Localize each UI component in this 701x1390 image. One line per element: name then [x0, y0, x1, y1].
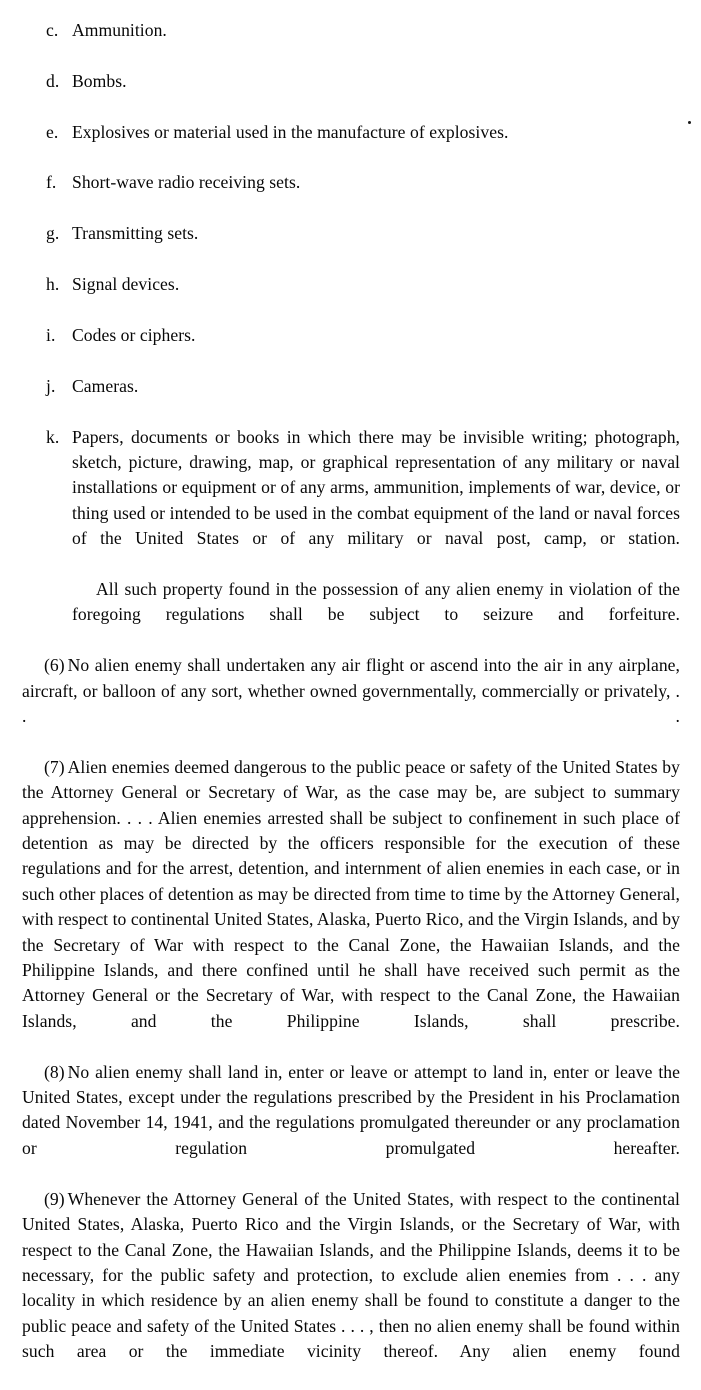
list-item-marker: g.: [46, 223, 60, 244]
list-item: [22, 323, 680, 374]
list-item-marker: h.: [46, 274, 60, 295]
list-item-marker: i.: [46, 324, 56, 345]
list-item-text: Bombs.: [72, 70, 127, 91]
paragraph-text: No alien enemy shall land in, enter or leave or attempt to land in, enter or leave the United States, except under the regulations prescribed by the President in his Proclamation dated November 14, 1941, and the regulations promulgated thereunder or any proclamation or regulation promulgated hereafter.: [22, 1061, 680, 1158]
paragraph-text: Whenever the Attorney General of the United States, with respect to the continental United States, Alaska, Puerto Rico and the Virgin Islands, or the Secretary of War, with respect to the Canal Zone, the Hawaiian Islands, and the Philippine Islands, deems it to be necessary, for the public safety and protection, to exclude alien enemies from . . . any locality in which residence by an alien enemy shall be found to constitute a danger to the public peace and safety of the United States . . . , then no alien enemy shall be found within such area or the immediate vicinity thereof. Any alien enemy found: [22, 1188, 680, 1362]
list-item-text: Explosives or material used in the manufacture of explosives.: [72, 121, 509, 142]
list-item: [22, 170, 680, 221]
list-item: [22, 69, 680, 120]
list-item-marker: d.: [46, 70, 60, 91]
list-item-text: Short-wave radio receiving sets.: [72, 172, 301, 193]
scan-artifact-speck: [688, 121, 691, 124]
paragraph-number: (9): [44, 1188, 65, 1209]
paragraph-text: No alien enemy shall undertaken any air flight or ascend into the air in any airplane, aircraft, or balloon of any sort, whether owned governmentally, commercially or privately, . . .: [22, 655, 680, 726]
list-item-text: Signal devices.: [72, 274, 180, 295]
list-item-marker: f.: [46, 172, 57, 193]
list-item-text: Papers, documents or books in which there may be invisible writing; photograph, sketch, picture, drawing, map, or graphical representation of any military or naval installations or equipment or of any arms, ammunition, implements of war, device, or thing used or intended to be used in the combat equipment of the land or naval forces of the United States or of any military or naval post, camp, or station.: [72, 426, 680, 549]
list-item: [22, 272, 680, 323]
list-item-text: Cameras.: [72, 375, 139, 396]
list-item-marker: k.: [46, 426, 60, 447]
list-item: [22, 221, 680, 272]
paragraph-7: [22, 755, 680, 1060]
list-item: [22, 18, 680, 69]
paragraph-8: [22, 1060, 680, 1187]
paragraph-6: [22, 653, 680, 755]
list-item-text: Transmitting sets.: [72, 223, 199, 244]
list-item: [22, 374, 680, 425]
lettered-sub-list: [22, 18, 680, 577]
list-item-marker: j.: [46, 375, 56, 396]
list-item: [22, 425, 680, 577]
list-item-text: Codes or ciphers.: [72, 324, 196, 345]
list-item: [22, 120, 680, 171]
paragraph-number: (6): [44, 655, 65, 676]
paragraph-number: (7): [44, 756, 65, 777]
seizure-forfeiture-note: All such property found in the possession of any alien enemy in violation of the foregoing regulations shall be subject to seizure and forfeiture.: [72, 578, 680, 625]
paragraph-text: Alien enemies deemed dangerous to the public peace or safety of the United States by the Attorney General or Secretary of War, as the case may be, are subject to summary apprehension. . . . Alien enemies arrested shall be subject to confinement in such place of detention as may be directed by the officers responsible for the execution of these regulations and for the arrest, detention, and internment of alien enemies in each case, or in such other places of detention as may be directed from time to time by the Attorney General, with respect to continental United States, Alaska, Puerto Rico, and the Virgin Islands, and by the Secretary of War with respect to the Canal Zone, the Hawaiian Islands, and the Philippine Islands, and there confined until he shall have received such permit as the Attorney General or the Secretary of War, with respect to the Canal Zone, the Hawaiian Islands, and the Philippine Islands, shall prescribe.: [22, 756, 680, 1031]
paragraph-number: (8): [44, 1061, 65, 1082]
list-item-text: Ammunition.: [72, 20, 167, 40]
list-item-marker: c.: [46, 20, 59, 40]
list-item-marker: e.: [46, 121, 59, 142]
paragraph-9: [22, 1187, 680, 1390]
